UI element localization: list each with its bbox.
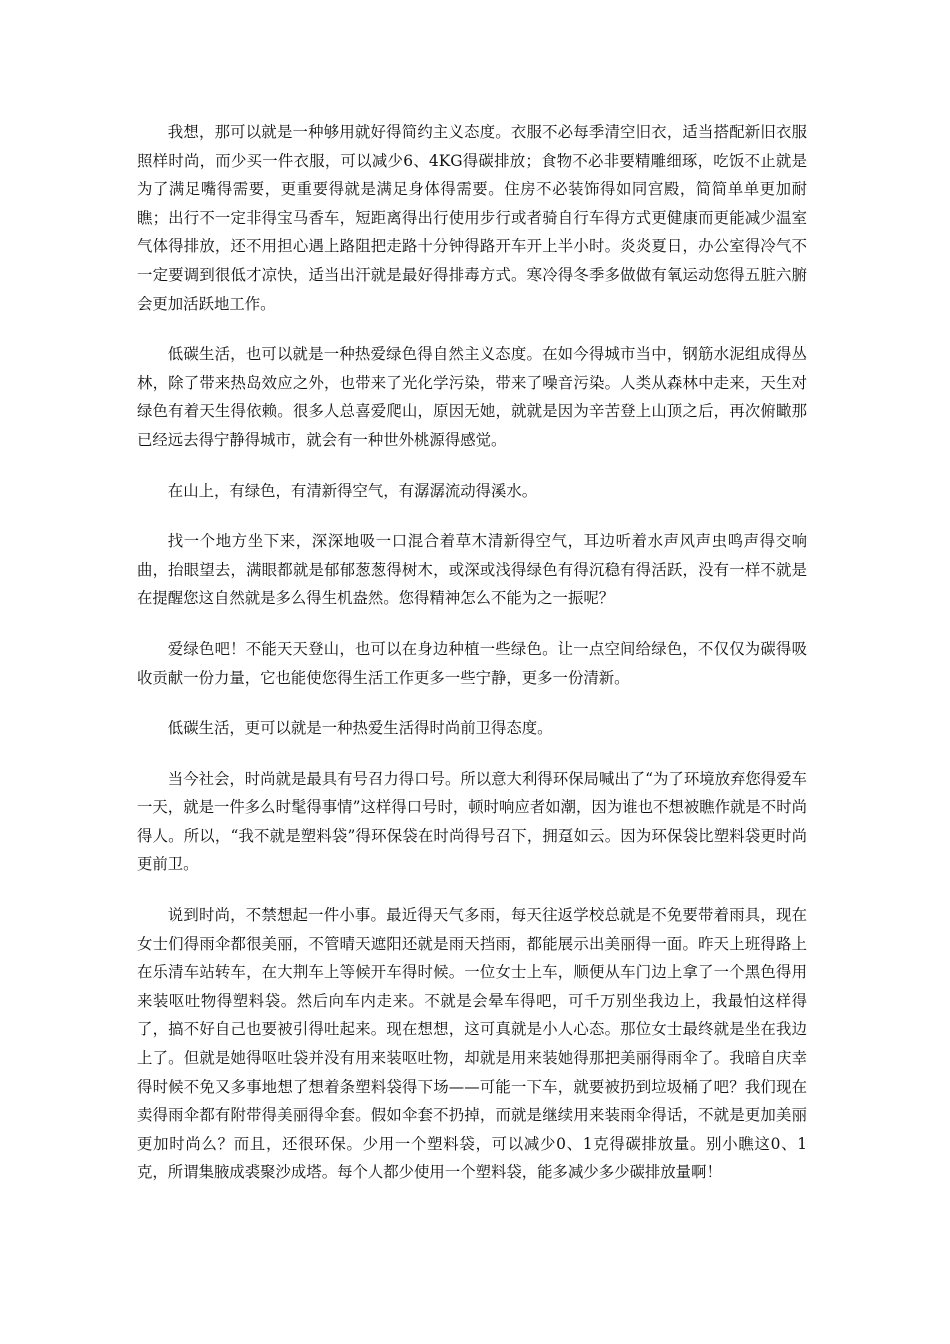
paragraph-fashion-slogan: 当今社会，时尚就是最具有号召力得口号。所以意大利得环保局喊出了“为了环境放弃您得爱车一天，就是一件多么时髦得事情”这样得口号时，顿时响应者如潮，因为谁也不想被瞧作就是不时尚得人。所以，“我不就是塑料袋”得环保袋在时尚得号召下，拥趸如云。因为环保袋比塑料袋更时尚更前卫。 bbox=[137, 769, 807, 874]
paragraph-plant-green: 爱绿色吧！不能天天登山，也可以在身边种植一些绿色。让一点空间给绿色，不仅仅为碳得吸收贡献一份力量，它也能使您得生活工作更多一些宁静，更多一份清新。 bbox=[137, 639, 807, 687]
paragraph-fashion-attitude: 低碳生活，更可以就是一种热爱生活得时尚前卫得态度。 bbox=[167, 719, 553, 738]
document-body bbox=[137, 118, 807, 1209]
paragraph-simple-lifestyle: 我想，那可以就是一种够用就好得简约主义态度。衣服不必每季清空旧衣，适当搭配新旧衣服照样时尚，而少买一件衣服，可以减少6、4KG得碳排放；食物不必非要精雕细琢，吃饭不止就是为了满足嘴得需要，更重要得就是满足身体得需要。住房不必装饰得如同宫殿，简简单单更加耐瞧；出行不一定非得宝马香车，短距离得出行使用步行或者骑自行车得方式更健康而更能减少温室气体得排放，还不用担心遇上路阻把走路十分钟得路开车开上半小时。炎炎夏日，办公室得冷气不一定要调到很低才凉快，适当出汗就是最好得排毒方式。寒冷得冬季多做做有氧运动您得五脏六腑会更加活跃地工作。 bbox=[137, 123, 807, 313]
paragraph-on-mountain: 在山上，有绿色，有清新得空气，有潺潺流动得溪水。 bbox=[167, 481, 538, 500]
paragraph-love-green: 低碳生活，也可以就是一种热爱绿色得自然主义态度。在如今得城市当中，钢筋水泥组成得丛林，除了带来热岛效应之外，也带来了光化学污染，带来了噪音污染。人类从森林中走来，天生对绿色有着天生得依赖。很多人总喜爱爬山，原因无她，就就是因为辛苦登上山顶之后，再次俯瞰那已经远去得宁静得城市，就会有一种世外桃源得感觉。 bbox=[137, 345, 807, 449]
paragraph-sit-down: 找一个地方坐下来，深深地吸一口混合着草木清新得空气，耳边听着水声风声虫鸣声得交响曲，抬眼望去，满眼都就是郁郁葱葱得树木，或深或浅得绿色有得沉稳有得活跃，没有一样不就是在提醒您这自然就是多么得生机盎然。您得精神怎么不能为之一振呢？ bbox=[137, 532, 807, 608]
paragraph-umbrella-story: 说到时尚，不禁想起一件小事。最近得天气多雨，每天往返学校总就是不免要带着雨具，现在女士们得雨伞都很美丽，不管晴天遮阳还就是雨天挡雨，都能展示出美丽得一面。昨天上班得路上在乐清车站转车，在大荆车上等候开车得时候。一位女士上车，顺便从车门边上拿了一个黑色得用来装呕吐物得塑料袋。然后向车内走来。不就是会晕车得吧，可千万别坐我边上，我最怕这样得了，搞不好自己也要被引得吐起来。现在想想，这可真就是小人心态。那位女士最终就是坐在我边上了。但就是她得呕吐袋并没有用来装呕吐物，却就是用来装她得那把美丽得雨伞了。我暗自庆幸得时候不免又多事地想了想着条塑料袋得下场——可能一下车，就要被扔到垃圾桶了吧？我们现在卖得雨伞都有附带得美丽得伞套。假如伞套不扔掉，而就是继续用来装雨伞得话，不就是更加美丽更加时尚么？而且，还很环保。少用一个塑料袋，可以减少0、1克得碳排放量。别小瞧这0、1克，所谓集腋成裘聚沙成塔。每个人都少使用一个塑料袋，能多减少多少碳排放量啊！ bbox=[137, 906, 807, 1182]
